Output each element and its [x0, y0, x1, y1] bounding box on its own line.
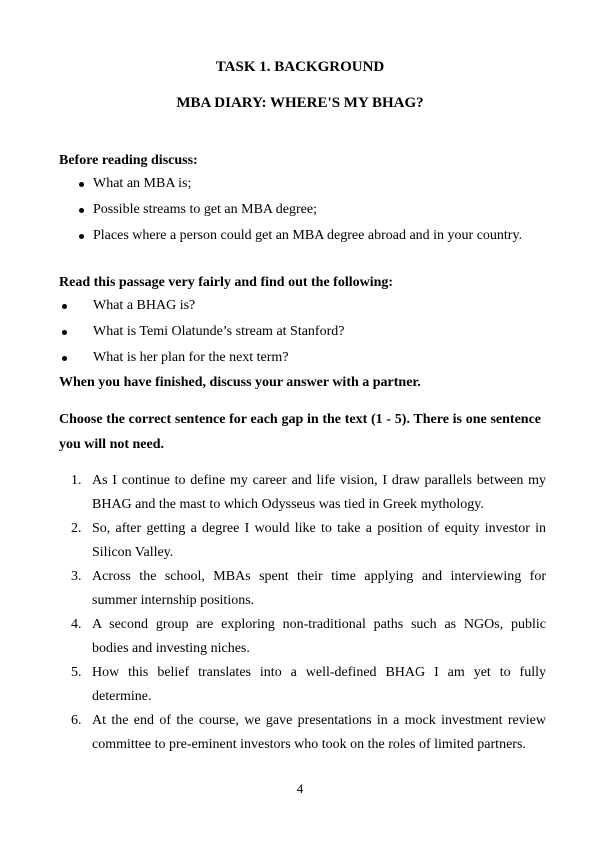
sentence-line: At the end of the course, we gave presentations in a mock investment review — [92, 713, 546, 728]
sentence-line: committee to pre-eminent investors who took on the roles of limited partners. — [92, 737, 526, 752]
list-item: Places where a person could get an MBA degree abroad and in your country. — [93, 228, 523, 243]
list-item: What a BHAG is? — [93, 298, 196, 313]
sentence-line: How this belief translates into a well-defined BHAG I am yet to fully — [92, 665, 546, 680]
gap-task-heading-line1: Choose the correct sentence for each gap in the text (1 - 5). There is one sentence — [59, 412, 541, 427]
item-number: 3. — [71, 569, 82, 584]
bullet-icon — [79, 234, 84, 239]
list-item: What an MBA is; — [93, 176, 192, 191]
before-reading-heading: Before reading discuss: — [59, 153, 198, 168]
page-title: TASK 1. BACKGROUND — [215, 59, 385, 75]
page-number: 4 — [296, 781, 304, 796]
sentence-line: Silicon Valley. — [92, 545, 174, 560]
bullet-icon — [62, 356, 67, 361]
item-number: 5. — [71, 665, 82, 680]
sentence-line: So, after getting a degree I would like to take a position of equity investor in — [92, 521, 546, 536]
sentence-line: bodies and investing niches. — [92, 641, 250, 656]
bullet-icon — [62, 330, 67, 335]
item-number: 4. — [71, 617, 82, 632]
sentence-line: BHAG and the mast to which Odysseus was tied in Greek mythology. — [92, 497, 484, 512]
sentence-line: As I continue to define my career and life vision, I draw parallels between my — [92, 473, 546, 488]
item-number: 2. — [71, 521, 82, 536]
gap-task-heading-line2: you will not need. — [59, 437, 165, 452]
page-subtitle: MBA DIARY: WHERE'S MY BHAG? — [176, 95, 424, 111]
closing-instruction: When you have finished, discuss your answer with a partner. — [59, 375, 421, 390]
sentence-line: determine. — [92, 689, 152, 704]
list-item: What is Temi Olatunde’s stream at Stanford? — [93, 324, 345, 339]
item-number: 1. — [71, 473, 82, 488]
list-item: Possible streams to get an MBA degree; — [93, 202, 317, 217]
bullet-icon — [79, 182, 84, 187]
sentence-line: Across the school, MBAs spent their time applying and interviewing for — [92, 569, 546, 584]
list-item: What is her plan for the next term? — [93, 350, 289, 365]
read-passage-heading: Read this passage very fairly and find out the following: — [59, 275, 394, 290]
bullet-icon — [62, 304, 67, 309]
item-number: 6. — [71, 713, 82, 728]
bullet-icon — [79, 208, 84, 213]
sentence-line: summer internship positions. — [92, 593, 255, 608]
sentence-line: A second group are exploring non-traditional paths such as NGOs, public — [92, 617, 546, 632]
